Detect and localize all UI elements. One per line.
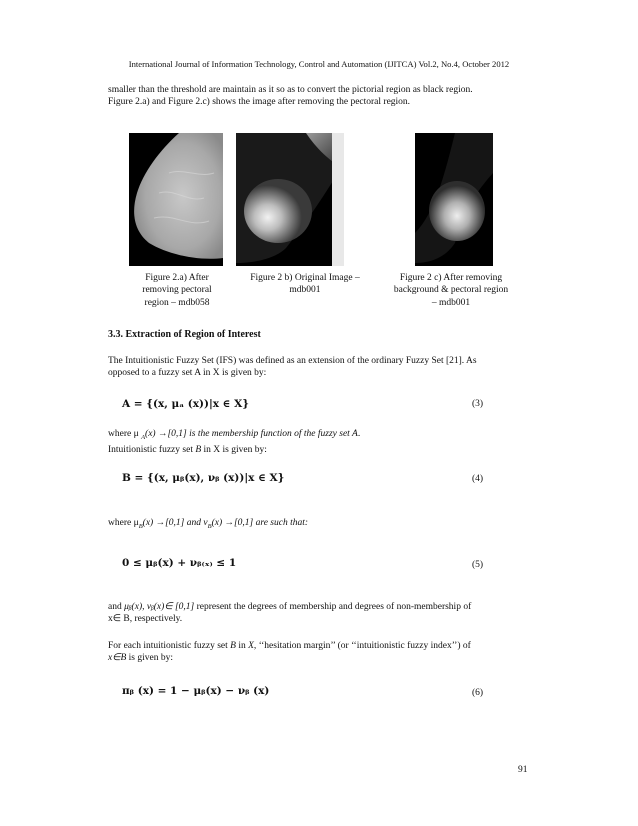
figure-2a-caption [118,272,236,309]
figure-2b-image [236,133,344,266]
math-run: μᵦ(x), νᵦ(x)∈ [0,1] [124,602,195,612]
set-symbol: B [195,445,202,456]
equation-5: 0 ≤ μᵦ(x) + νᵦ₍ₓ₎ ≤ 1 [122,557,237,569]
text-run: represent the degrees of membership and degrees of non-membership of [194,602,472,612]
text-run: For each intuitionistic fuzzy set [108,641,231,651]
text-run: (x) →[0,1] are such that: [211,518,309,528]
text-run: . [357,429,361,439]
hesitation-line-1 [108,640,536,652]
figure-2c-image [415,133,493,266]
text-run: and [108,602,125,612]
ifs-paragraph [108,355,536,380]
text-run: is given by: [126,653,174,664]
mammogram-mdb058-graphic [129,133,223,266]
subscript: B [138,522,143,530]
hesitation-paragraph [108,640,536,665]
subscript: A [141,433,146,441]
ifs-line-1: The Intuitionistic Fuzzy Set (IFS) was defined as an extension of the ordinary Fuzzy Set [21]. As [108,356,477,366]
text-run: (x) →[0,1] is the membership function of the fuzzy set [145,429,353,439]
set-symbol: B [230,641,236,651]
section-heading: 3.3. Extraction of Region of Interest [108,329,261,340]
membership-line-2: x∈ B, respectively. [108,614,183,625]
text-run: (x) →[0,1] and ν [142,518,208,528]
hesitation-line-2 [108,652,536,664]
journal-header: International Journal of Information Technology, Control and Automation (IJITCA) Vol.2, No.4, October 2012 [128,59,510,69]
where-line-1 [108,428,536,444]
membership-paragraph [108,601,536,626]
intro-paragraph [108,84,536,109]
mammogram-mdb001-original-graphic [236,133,344,266]
equation-3: A = {(x, μₐ (x))|x ∈ X} [122,398,250,410]
caption-line: – mdb001 [431,297,471,308]
set-symbol: X [248,641,254,651]
where-line-2 [108,444,536,456]
intro-line-1: smaller than the threshold are maintain as it so as to convert the pictorial region as black region. [108,85,473,95]
text-run: in X is given by: [201,445,267,456]
constraint-intro [108,517,536,533]
ifs-line-2: opposed to a fuzzy set A in X is given by: [108,368,267,379]
figure-2b-caption [234,272,376,297]
math-run: x∈B [108,653,127,664]
caption-line: mdb001 [289,285,321,296]
caption-line: removing pectoral [142,285,212,296]
text-run: , ‘‘hesitation margin’’ (or ‘‘intuitionistic fuzzy index’’) of [253,641,471,651]
caption-line: background & pectoral region [393,285,509,296]
figure-2c-caption [380,272,522,309]
membership-line-1 [108,601,536,613]
equation-6-number: (6) [472,688,484,698]
figure-2a-image [129,133,223,266]
set-symbol: A [352,429,358,439]
subscript: B [207,522,212,530]
caption-line: region – mdb058 [144,297,210,308]
mammogram-mdb001-processed-graphic [415,133,493,266]
text-run: Intuitionistic fuzzy set [108,445,196,456]
equation-6: πᵦ (x) = 1 − μᵦ(x) − νᵦ (x) [122,685,270,697]
equation-4-number: (4) [472,474,484,484]
text-run: in [235,641,249,651]
equation-3-number: (3) [472,399,484,409]
intro-line-2: Figure 2.a) and Figure 2.c) shows the image after removing the pectoral region. [108,97,411,108]
text-run: where μ [108,429,142,439]
text-run: where μ [108,518,139,528]
caption-line: Figure 2 b) Original Image – [250,273,360,283]
equation-4: B = {(x, μᵦ(x), νᵦ (x))|x ∈ X} [122,472,285,484]
equation-5-number: (5) [472,560,484,570]
page-number: 91 [518,765,528,775]
caption-line: Figure 2.a) After [145,273,209,283]
membership-definition [108,428,536,456]
caption-line: Figure 2 c) After removing [399,273,503,283]
